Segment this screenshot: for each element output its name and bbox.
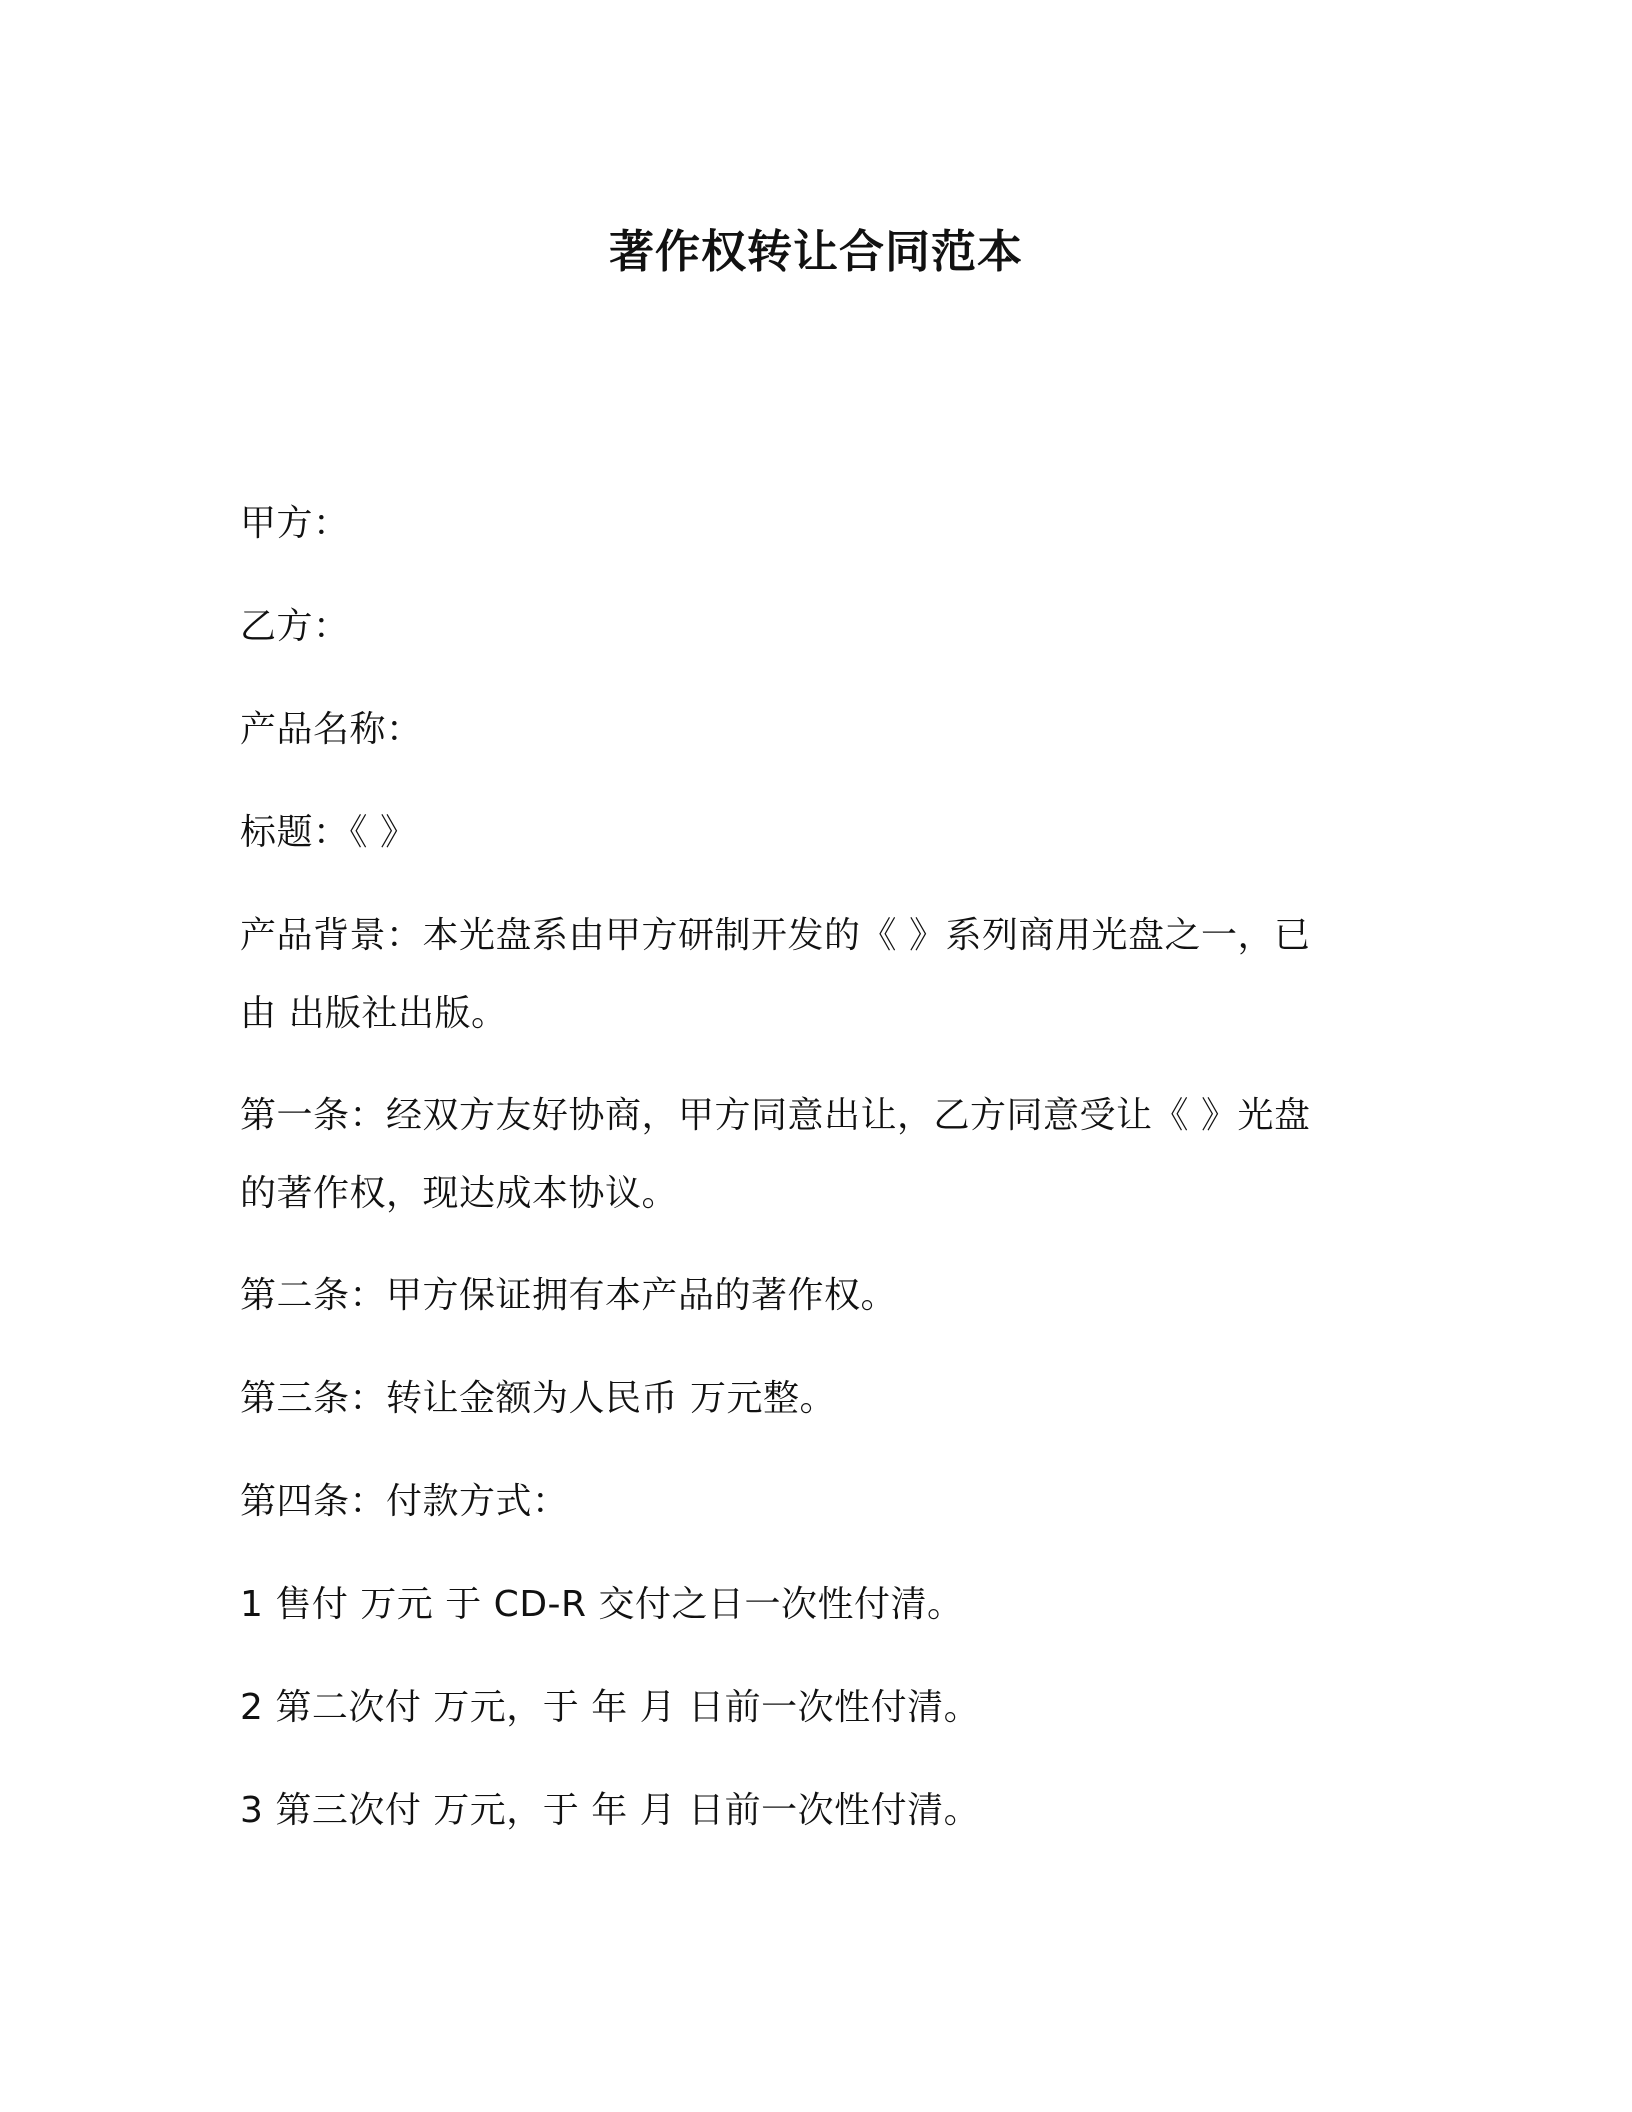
party-b-line: 乙方： [240,606,350,647]
article-one-line-2: 的著作权，现达成本协议。 [240,1173,679,1214]
article-four-line: 第四条：付款方式： [240,1481,569,1522]
title-line: 标题：《 》 [240,812,417,853]
party-a-line: 甲方： [240,503,350,544]
payment-item-3: 3 第三次付 万元，于 年 月 日前一次性付清。 [240,1790,981,1831]
article-one-line-1: 第一条：经双方友好协商，甲方同意出让，乙方同意受让《 》光盘 [240,1095,1311,1136]
document-title: 著作权转让合同范本 [608,225,1023,278]
article-two-line: 第二条：甲方保证拥有本产品的著作权。 [240,1275,898,1316]
product-background-line-1: 产品背景：本光盘系由甲方研制开发的《 》系列商用光盘之一，已 [240,915,1311,956]
article-three-line: 第三条：转让金额为人民币 万元整。 [240,1378,836,1419]
payment-item-1: 1 售付 万元 于 CD-R 交付之日一次性付清。 [240,1584,964,1625]
payment-item-2: 2 第二次付 万元，于 年 月 日前一次性付清。 [240,1687,981,1728]
product-name-line: 产品名称： [240,709,423,750]
product-background-line-2: 由 出版社出版。 [240,993,508,1034]
